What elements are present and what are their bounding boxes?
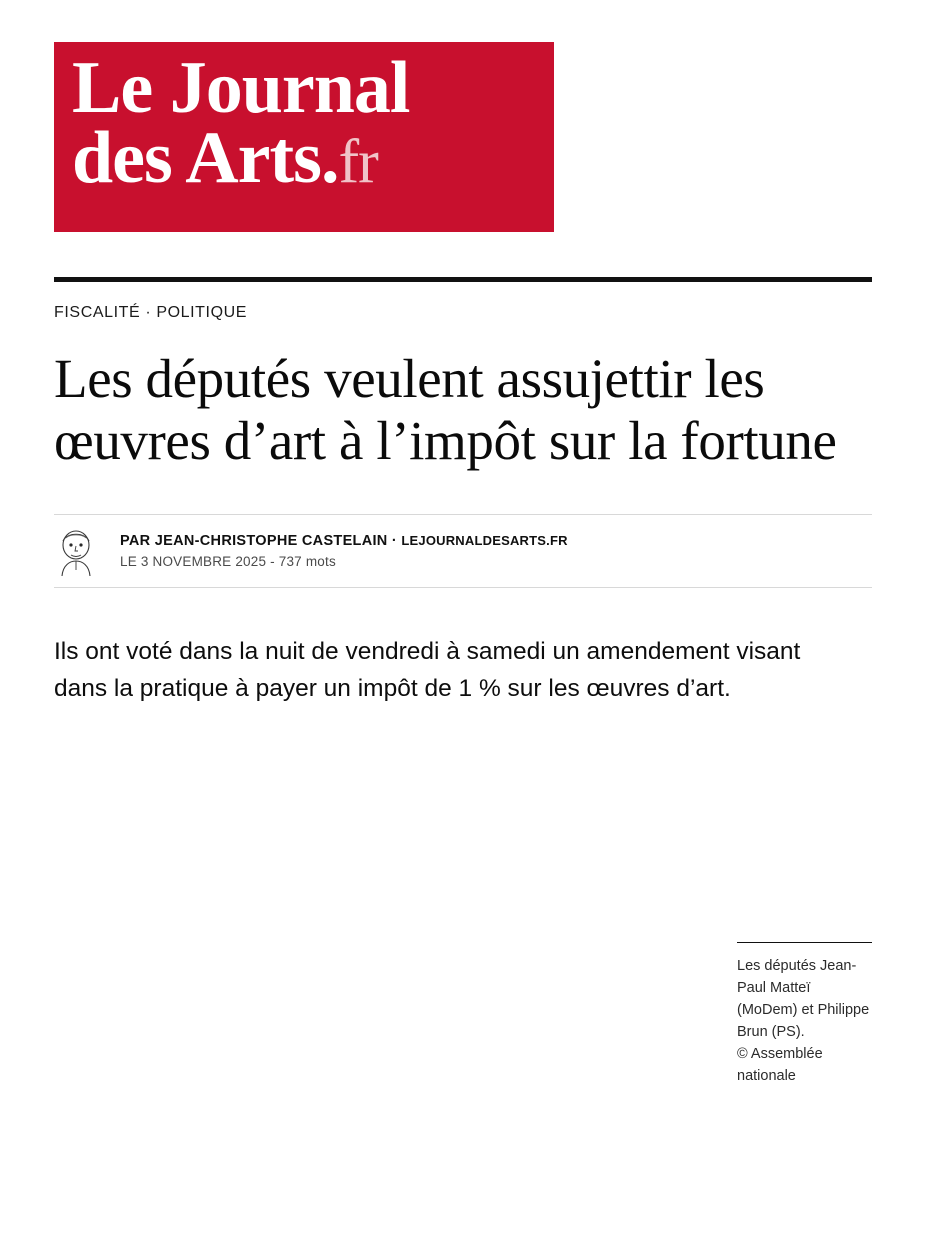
logo-text [72,47,542,199]
byline-date-wordcount: LE 3 NOVEMBRE 2025 - 737 mots [120,554,336,570]
header-divider [54,277,872,282]
logo-dot: . [320,116,339,199]
caption-text: Les députés Jean-Paul Matteï (MoDem) et Philippe Brun (PS). [737,958,870,1041]
byline-author [120,533,568,549]
byline-author-name: PAR JEAN-CHRISTOPHE CASTELAIN · [120,533,402,550]
logo-suffix-fr: fr [338,127,378,196]
masthead-logo[interactable] [54,42,554,232]
byline-text [120,533,568,569]
byline-site[interactable]: LEJOURNALDESARTS.FR [401,533,568,549]
byline-block [54,514,872,588]
article-kicker[interactable]: FISCALITÉ · POLITIQUE [54,304,248,321]
caption-credit: © Assemblée nationale [737,1046,823,1085]
article-standfirst: Ils ont voté dans la nuit de vendredi à samedi un amendement visant dans la pratique à payer un impôt de 1 % sur les œuvres d’art. [54,638,801,702]
page-title: Les députés veulent assujettir les œuvres d’art à l’impôt sur la fortune [54,348,837,472]
logo-line-2-main: des Arts [72,116,321,199]
byline-row [54,515,872,587]
byline-bottom-divider [54,587,872,588]
logo-line-1: Le Journal [72,47,410,129]
figure-caption [737,942,872,1087]
logo-line-2 [72,116,542,199]
article-page [0,42,926,1260]
caption-divider [737,942,872,943]
avatar [54,526,98,576]
